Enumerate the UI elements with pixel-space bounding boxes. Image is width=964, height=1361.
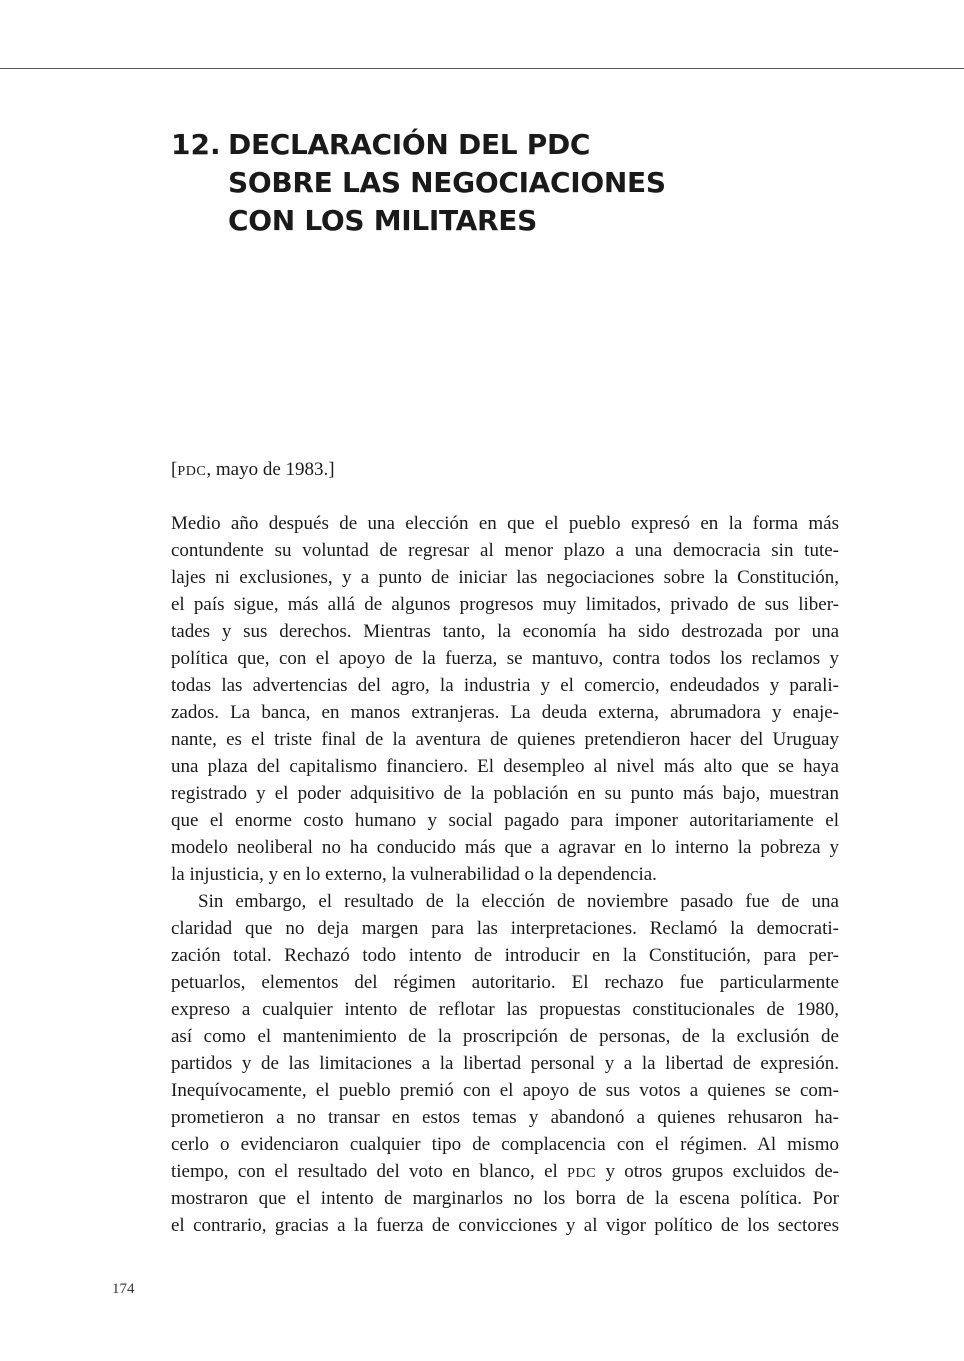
text-line: Inequívocamente, el pueblo premió con el apoyo de sus votos a quienes se com-: [171, 1080, 839, 1101]
text-line: así como el mantenimiento de la proscripción de personas, de la exclusión de: [171, 1026, 839, 1047]
text-line: [171, 1158, 839, 1185]
chapter-title: [228, 126, 848, 240]
text-line: la injusticia, y en lo externo, la vulnerabilidad o la dependencia.: [171, 864, 657, 885]
text-line: política que, con el apoyo de la fuerza, se mantuvo, contra todos los reclamos y: [171, 648, 839, 669]
text-line: Medio año después de una elección en que el pueblo expresó en la forma más: [171, 513, 839, 534]
text-segment: tiempo, con el resultado del voto en blanco, el: [171, 1161, 568, 1182]
text-line: contundente su voluntad de regresar al menor plazo a una democracia sin tute-: [171, 540, 839, 561]
chapter-title-line: DECLARACIÓN DEL PDC: [228, 128, 591, 161]
text-line: modelo neoliberal no ha conducido más que a agravar en lo interno la pobreza y: [171, 837, 839, 858]
text-line: una plaza del capitalismo financiero. El desempleo al nivel más alto que se haya: [171, 756, 839, 777]
text-line: nante, es el triste final de la aventura de quienes pretendieron hacer del Uruguay: [171, 729, 839, 750]
chapter-title-line: SOBRE LAS NEGOCIACIONES: [228, 166, 666, 199]
text-line: zación total. Rechazó todo intento de introducir en la Constitución, para per-: [171, 945, 839, 966]
text-line: registrado y el poder adquisitivo de la población en su punto más bajo, muestran: [171, 783, 839, 804]
text-line: Sin embargo, el resultado de la elección de noviembre pasado fue de una: [198, 891, 839, 912]
text-line: tades y sus derechos. Mientras tanto, la economía ha sido destrozada por una: [171, 621, 839, 642]
text-line: todas las advertencias del agro, la industria y el comercio, endeudados y parali-: [171, 675, 839, 696]
text-line: que el enorme costo humano y social pagado para imponer autoritariamente el: [171, 810, 839, 831]
text-line: mostraron que el intento de marginarlos no los borra de la escena política. Por: [171, 1188, 839, 1209]
text-line: petuarlos, elementos del régimen autoritario. El rechazo fue particularmente: [171, 972, 839, 993]
text-line: el contrario, gracias a la fuerza de convicciones y al vigor político de los sectores: [171, 1215, 839, 1236]
page-number: 174: [112, 1281, 135, 1297]
chapter-number: 12.: [171, 128, 221, 161]
header-rule: [0, 68, 964, 69]
text-line: expreso a cualquier intento de reflotar las propuestas constitucionales de 1980,: [171, 999, 839, 1020]
paragraph-2: [171, 888, 839, 1239]
text-line: partidos y de las limitaciones a la libertad personal y a la libertad de expresión.: [171, 1053, 839, 1074]
text-segment: y otros grupos excluidos de-: [596, 1161, 839, 1182]
text-line: prometieron a no transar en estos temas y abandonó a quienes rehusaron ha-: [171, 1107, 839, 1128]
source-note: [171, 456, 839, 485]
source-note-abbr: PDC: [177, 464, 207, 479]
text-line: lajes ni exclusiones, y a punto de iniciar las negociaciones sobre la Constitución,: [171, 567, 839, 588]
chapter-title-line: CON LOS MILITARES: [228, 204, 537, 237]
text-line: zados. La banca, en manos extranjeras. La deuda externa, abrumadora y enaje-: [171, 702, 839, 723]
source-note-rest: , mayo de 1983.]: [206, 459, 335, 480]
text-line: el país sigue, más allá de algunos progresos muy limitados, privado de sus liber-: [171, 594, 839, 615]
text-line: claridad que no deja margen para las interpretaciones. Reclamó la democrati-: [171, 918, 839, 939]
source-note-open: [: [171, 459, 178, 480]
pdc-abbr: PDC: [567, 1166, 597, 1181]
paragraph-1: [171, 510, 839, 888]
body-text: [171, 510, 839, 1239]
text-line: cerlo o evidenciaron cualquier tipo de complacencia con el régimen. Al mismo: [171, 1134, 839, 1155]
